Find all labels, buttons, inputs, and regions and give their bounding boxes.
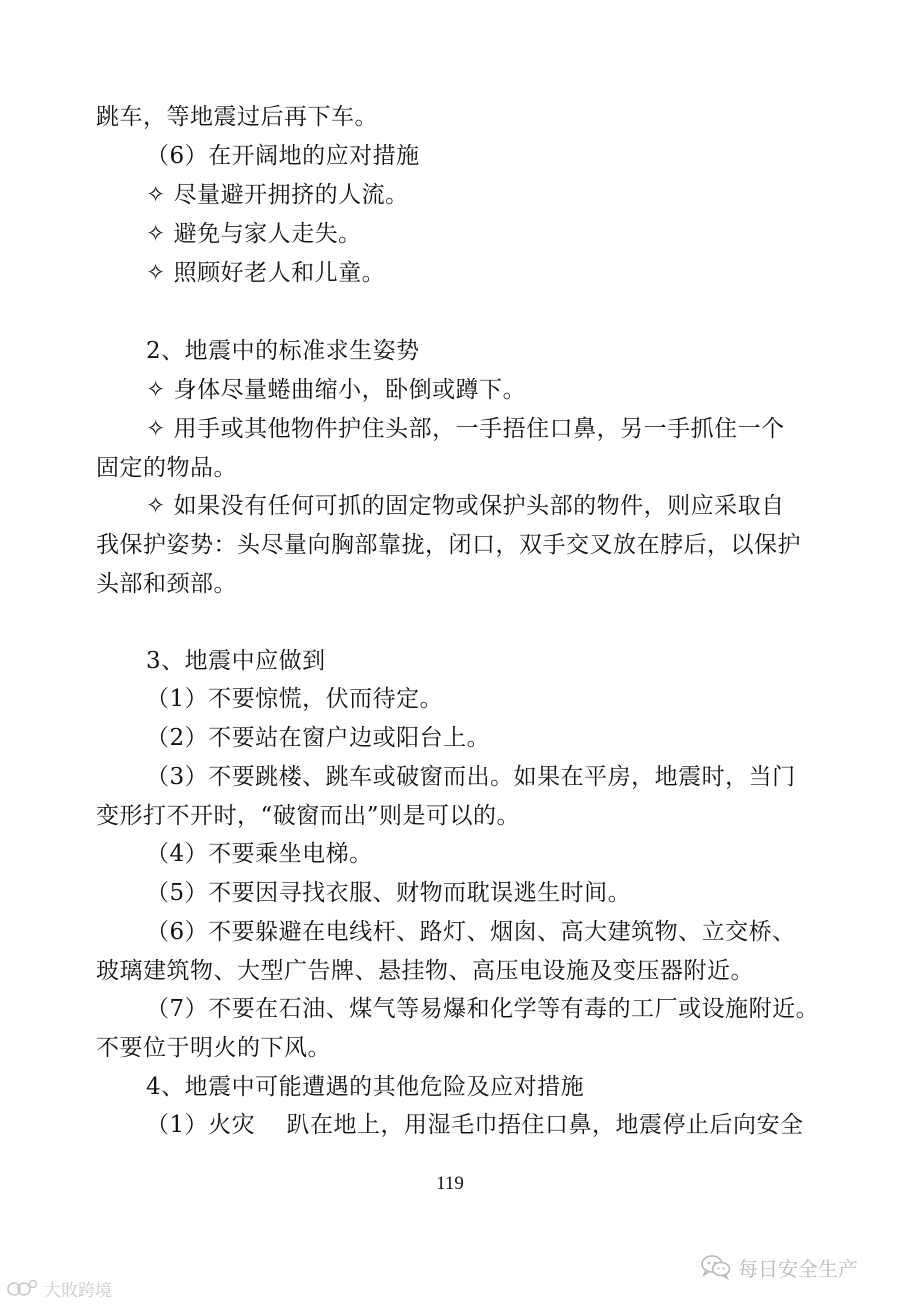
section-heading: 3、地震中应做到	[146, 648, 326, 674]
text-line: （5）不要因寻找衣服、财物而耽误逃生时间。	[146, 880, 632, 906]
text-line: （1）不要惊慌，伏而待定。	[146, 686, 444, 712]
text-line: ✧ 尽量避开拥挤的人流。	[146, 182, 409, 208]
text-line: ✧ 避免与家人走失。	[146, 221, 362, 247]
text-line: 固定的物品。	[96, 455, 237, 481]
text-line: 不要位于明火的下风。	[96, 1035, 331, 1061]
text-line: 跳车，等地震过后再下车。	[96, 104, 378, 130]
section-heading: 4、地震中可能遭遇的其他危险及应对措施	[146, 1074, 585, 1100]
text-line: （4）不要乘坐电梯。	[146, 841, 373, 867]
watermark-source	[6, 1276, 112, 1300]
text-line: 变形打不开时，“破窗而出”则是可以的。	[96, 803, 521, 829]
section-heading: 2、地震中的标准求生姿势	[146, 338, 420, 364]
text-line: 我保护姿势：头尽量向胸部靠拢，闭口，双手交叉放在脖后，以保护	[96, 532, 801, 558]
watermark-source-name: 大敗跨境	[44, 1280, 112, 1301]
page-number: 119	[436, 1173, 464, 1194]
watermark-logo-icon	[6, 1278, 40, 1298]
text-line: （1）火灾 趴在地上，用湿毛巾捂住口鼻，地震停止后向安全	[146, 1112, 804, 1138]
text-line: （2）不要站在窗户边或阳台上。	[146, 725, 491, 751]
text-line: （7）不要在石油、煤气等易爆和化学等有毒的工厂或设施附近。	[146, 996, 820, 1022]
text-line: 玻璃建筑物、大型广告牌、悬挂物、高压电设施及变压器附近。	[96, 958, 754, 984]
text-line: ✧ 身体尽量蜷曲缩小，卧倒或蹲下。	[146, 377, 527, 403]
watermark-account	[700, 1252, 858, 1282]
text-line: ✧ 用手或其他物件护住头部，一手捂住口鼻，另一手抓住一个	[146, 416, 785, 442]
text-line: （3）不要跳楼、跳车或破窗而出。如果在平房，地震时，当门	[146, 764, 796, 790]
text-line: 头部和颈部。	[96, 571, 237, 597]
text-line: ✧ 如果没有任何可抓的固定物或保护头部的物件，则应采取自	[146, 493, 785, 519]
watermark-account-name: 每日安全生产	[738, 1256, 858, 1281]
text-line: ✧ 照顾好老人和儿童。	[146, 260, 386, 286]
text-line: （6）不要躲避在电线杆、路灯、烟囱、高大建筑物、立交桥、	[146, 919, 796, 945]
wechat-icon	[700, 1254, 732, 1280]
text-line: （6）在开阔地的应对措施	[146, 143, 420, 169]
